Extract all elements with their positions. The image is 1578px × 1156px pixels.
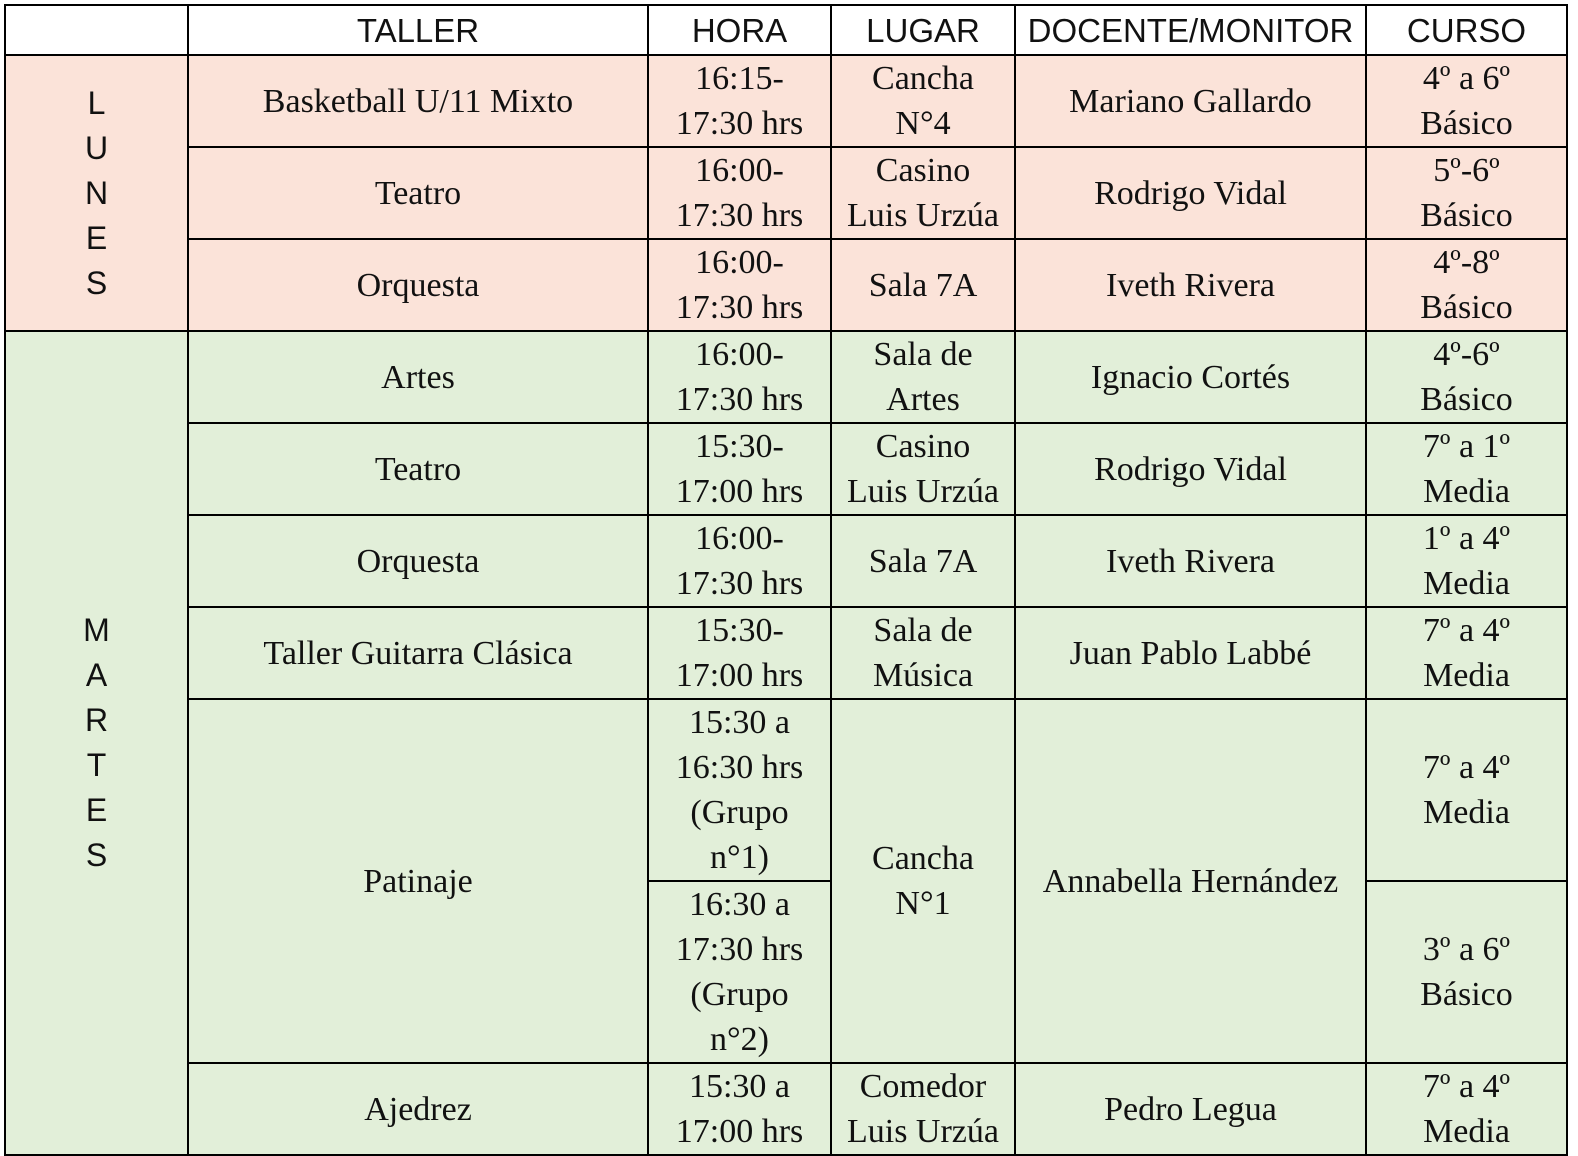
cell-docente: Pedro Legua [1015, 1063, 1366, 1155]
cell-taller: Orquesta [188, 515, 648, 607]
cell-curso: 4º-6º Básico [1366, 331, 1567, 423]
header-curso: CURSO [1366, 5, 1567, 55]
cell-docente: Iveth Rivera [1015, 515, 1366, 607]
cell-hora: 15:30 a 17:00 hrs [648, 1063, 831, 1155]
cell-lugar: Comedor Luis Urzúa [831, 1063, 1015, 1155]
header-lugar: LUGAR [831, 5, 1015, 55]
cell-curso: 3º a 6º Básico [1366, 881, 1567, 1063]
cell-curso: 4º-8º Básico [1366, 239, 1567, 331]
cell-hora: 16:30 a 17:30 hrs (Grupo n°2) [648, 881, 831, 1063]
cell-docente: Iveth Rivera [1015, 239, 1366, 331]
cell-lugar: Cancha N°1 [831, 699, 1015, 1063]
cell-taller: Patinaje [188, 699, 648, 1063]
day-label-martes [5, 331, 188, 1155]
cell-curso: 7º a 4º Media [1366, 699, 1567, 881]
cell-docente: Ignacio Cortés [1015, 331, 1366, 423]
table-row [5, 515, 1567, 607]
cell-taller: Ajedrez [188, 1063, 648, 1155]
cell-taller: Basketball U/11 Mixto [188, 55, 648, 147]
cell-taller: Taller Guitarra Clásica [188, 607, 648, 699]
schedule-table [4, 4, 1568, 1156]
cell-docente: Mariano Gallardo [1015, 55, 1366, 147]
cell-lugar: Casino Luis Urzúa [831, 423, 1015, 515]
cell-hora: 16:00- 17:30 hrs [648, 331, 831, 423]
cell-lugar: Sala de Artes [831, 331, 1015, 423]
day-letters: M A R T E S [83, 612, 110, 873]
header-taller: TALLER [188, 5, 648, 55]
table-row [5, 1063, 1567, 1155]
cell-taller: Artes [188, 331, 648, 423]
header-day [5, 5, 188, 55]
table-row [5, 607, 1567, 699]
cell-taller: Teatro [188, 423, 648, 515]
cell-hora: 15:30- 17:00 hrs [648, 423, 831, 515]
cell-hora: 15:30 a 16:30 hrs (Grupo n°1) [648, 699, 831, 881]
cell-lugar: Casino Luis Urzúa [831, 147, 1015, 239]
cell-docente: Juan Pablo Labbé [1015, 607, 1366, 699]
cell-lugar: Sala de Música [831, 607, 1015, 699]
cell-hora: 16:15- 17:30 hrs [648, 55, 831, 147]
table-row [5, 423, 1567, 515]
cell-lugar: Sala 7A [831, 239, 1015, 331]
cell-curso: 5º-6º Básico [1366, 147, 1567, 239]
cell-curso: 7º a 1º Media [1366, 423, 1567, 515]
cell-curso: 7º a 4º Media [1366, 1063, 1567, 1155]
header-hora: HORA [648, 5, 831, 55]
cell-hora: 16:00- 17:30 hrs [648, 147, 831, 239]
header-row [5, 5, 1567, 55]
table-row [5, 239, 1567, 331]
day-label-lunes [5, 55, 188, 331]
cell-taller: Teatro [188, 147, 648, 239]
table-row [5, 699, 1567, 881]
header-docente: DOCENTE/MONITOR [1015, 5, 1366, 55]
cell-curso: 7º a 4º Media [1366, 607, 1567, 699]
cell-hora: 16:00- 17:30 hrs [648, 515, 831, 607]
cell-curso: 1º a 4º Media [1366, 515, 1567, 607]
cell-lugar: Cancha N°4 [831, 55, 1015, 147]
cell-lugar: Sala 7A [831, 515, 1015, 607]
cell-taller: Orquesta [188, 239, 648, 331]
cell-hora: 16:00- 17:30 hrs [648, 239, 831, 331]
table-row [5, 147, 1567, 239]
cell-docente: Rodrigo Vidal [1015, 423, 1366, 515]
table-row [5, 55, 1567, 147]
cell-docente: Annabella Hernández [1015, 699, 1366, 1063]
day-letters: L U N E S [84, 84, 109, 301]
cell-hora: 15:30- 17:00 hrs [648, 607, 831, 699]
cell-docente: Rodrigo Vidal [1015, 147, 1366, 239]
cell-curso: 4º a 6º Básico [1366, 55, 1567, 147]
table-row [5, 331, 1567, 423]
